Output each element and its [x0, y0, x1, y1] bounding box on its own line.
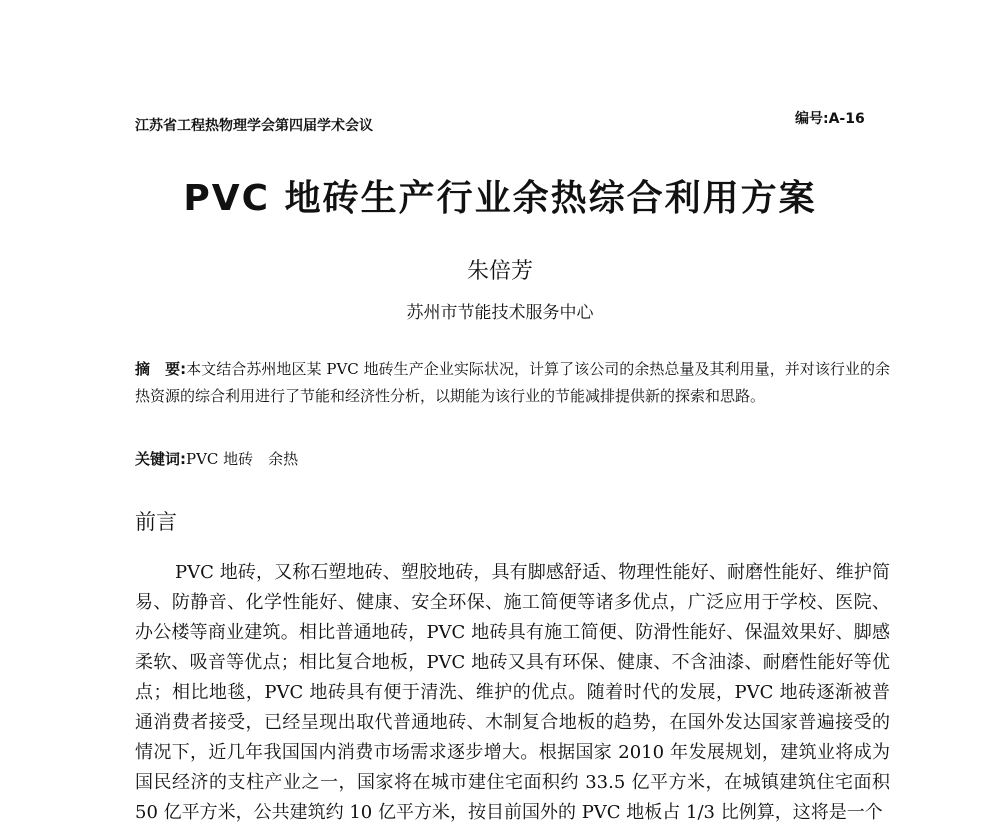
- abstract-label: 摘 要:: [135, 360, 187, 378]
- body-paragraph: PVC 地砖，又称石塑地砖、塑胶地砖，具有脚感舒适、物理性能好、耐磨性能好、维护简易、防静音、化学性能好、健康、安全环保、施工简便等诸多优点，广泛应用于学校、医院、办公楼等商业建筑。相比普通地砖，PVC 地砖具有施工简便、防滑性能好、保温效果好、脚感柔软、吸音等优点；相比复合地板，PVC 地砖又具有环保、健康、不含油漆、耐磨性能好等优点；相比地毯，PVC 地砖具有便于清洗、维护的优点。随着时代的发展，PVC 地砖逐渐被普通消费者接受，已经呈现出取代普通地砖、木制复合地板的趋势，在国外发达国家普遍接受的情况下，近几年我国国内消费市场需求逐步增大。根据国家 2010 年发展规划，建筑业将成为国民经济的支柱产业之一，国家将在城市建住宅面积约 33.5 亿平方米，在城镇建筑住宅面积 50 亿平方米，公共建筑约 10 亿平方米，按目前国外的 PVC 地板占 1/3 比例算，这将是一个: [135, 562, 890, 823]
- author-name: 朱倍芳: [466, 259, 533, 284]
- section-heading: 前言: [135, 510, 177, 534]
- keywords-label: 关键词:: [135, 450, 186, 468]
- author-affiliation: 苏州市节能技术服务中心: [406, 303, 594, 323]
- conference-header: 江苏省工程热物理学会第四届学术会议: [135, 118, 373, 134]
- abstract: [135, 356, 890, 410]
- keywords-text: PVC 地砖 余热: [186, 450, 299, 468]
- keywords: [135, 448, 298, 469]
- paper-number: 编号:A-16: [795, 111, 865, 127]
- abstract-text: 本文结合苏州地区某 PVC 地砖生产企业实际状况，计算了该公司的余热总量及其利用量，并对该行业的余热资源的综合利用进行了节能和经济性分析，以期能为该行业的节能减排提供新的探索和思路。: [135, 360, 890, 405]
- paper-title: PVC 地砖生产行业余热综合利用方案: [183, 178, 817, 219]
